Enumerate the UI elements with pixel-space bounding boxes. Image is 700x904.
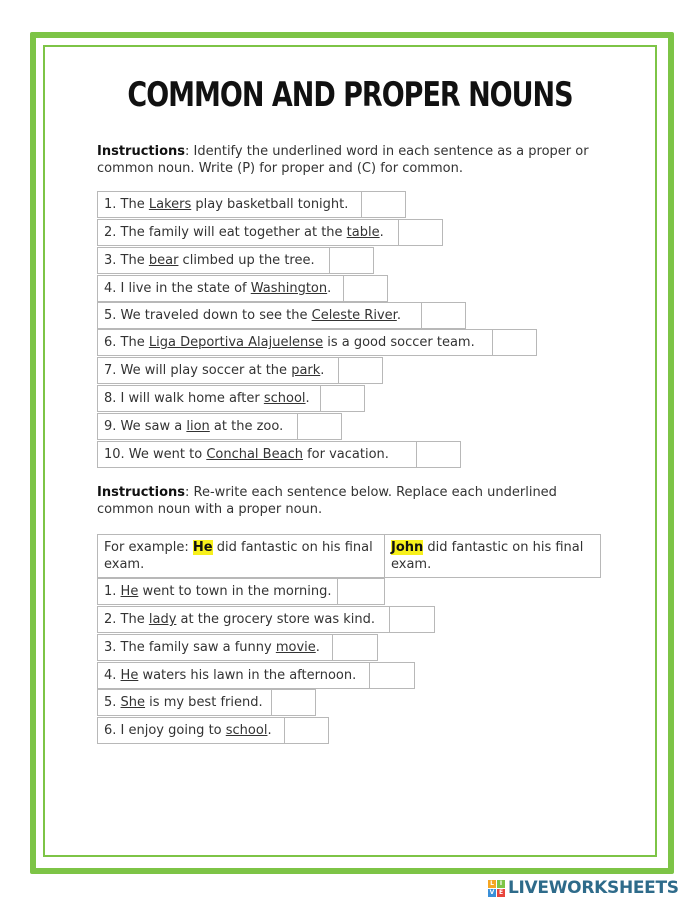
underlined-noun: school: [225, 723, 268, 738]
table-row: [97, 247, 374, 274]
instructions-label: Instructions: [97, 144, 186, 159]
example-rewritten: John did fantastic on his final exam.: [385, 534, 601, 578]
table-row: [97, 275, 388, 302]
sentence-cell: 4. I live in the state of Washington.: [97, 275, 344, 302]
answer-input[interactable]: [330, 247, 374, 274]
table-row: [97, 578, 385, 605]
underlined-noun: lady: [148, 612, 177, 627]
underlined-noun: She: [120, 695, 146, 710]
section1-instructions: [97, 143, 597, 177]
example-row: [97, 534, 601, 578]
highlighted-word: John: [391, 540, 424, 555]
table-row: [97, 385, 365, 412]
underlined-noun: bear: [148, 253, 179, 268]
section2-instructions: [97, 484, 597, 518]
table-row: [97, 606, 435, 633]
underlined-noun: Washington: [250, 281, 328, 296]
underlined-noun: movie: [275, 640, 316, 655]
answer-input[interactable]: [333, 634, 378, 661]
table-row: [97, 634, 378, 661]
logo-text: LIVEWORKSHEETS: [508, 878, 679, 898]
answer-input[interactable]: [338, 578, 385, 605]
answer-input[interactable]: [399, 219, 443, 246]
table-row: [97, 329, 537, 356]
sentence-cell: 4. He waters his lawn in the afternoon.: [97, 662, 370, 689]
liveworksheets-logo[interactable]: [488, 878, 679, 898]
worksheet-title: COMMON AND PROPER NOUNS: [127, 76, 573, 115]
table-row: [97, 357, 383, 384]
table-row: [97, 441, 461, 468]
table-row: [97, 717, 329, 744]
answer-input[interactable]: [493, 329, 537, 356]
answer-input[interactable]: [417, 441, 461, 468]
table-row: [97, 191, 406, 218]
underlined-noun: He: [120, 668, 139, 683]
answer-input[interactable]: [272, 689, 316, 716]
sentence-cell: 8. I will walk home after school.: [97, 385, 321, 412]
underlined-noun: Conchal Beach: [206, 447, 303, 462]
underlined-noun: table: [346, 225, 380, 240]
answer-input[interactable]: [344, 275, 388, 302]
underlined-noun: He: [120, 584, 139, 599]
underlined-noun: Celeste River: [311, 308, 397, 323]
answer-input[interactable]: [422, 302, 466, 329]
sentence-cell: 2. The lady at the grocery store was kind.: [97, 606, 390, 633]
answer-input[interactable]: [370, 662, 415, 689]
answer-input[interactable]: [390, 606, 435, 633]
example-original: For example: He did fantastic on his final exam.: [97, 534, 385, 578]
sentence-cell: 1. The Lakers play basketball tonight.: [97, 191, 362, 218]
answer-input[interactable]: [298, 413, 342, 440]
table-row: [97, 219, 443, 246]
answer-input[interactable]: [321, 385, 365, 412]
instructions-label: Instructions: [97, 485, 186, 500]
sentence-cell: 9. We saw a lion at the zoo.: [97, 413, 298, 440]
instructions-text: : Re-write each sentence below. Replace each underlined common noun with a proper noun.: [97, 485, 557, 517]
highlighted-word: He: [192, 540, 213, 555]
underlined-noun: Lakers: [148, 197, 192, 212]
sentence-cell: 10. We went to Conchal Beach for vacation.: [97, 441, 417, 468]
answer-input[interactable]: [285, 717, 329, 744]
underlined-noun: park: [291, 363, 321, 378]
logo-grid-icon: L I V E: [489, 879, 504, 896]
sentence-cell: 5. She is my best friend.: [97, 689, 272, 716]
table-row: [97, 302, 466, 329]
sentence-cell: 3. The family saw a funny movie.: [97, 634, 333, 661]
sentence-cell: 3. The bear climbed up the tree.: [97, 247, 330, 274]
answer-input[interactable]: [362, 191, 406, 218]
underlined-noun: Liga Deportiva Alajuelense: [148, 335, 324, 350]
sentence-cell: 6. I enjoy going to school.: [97, 717, 285, 744]
sentence-cell: 7. We will play soccer at the park.: [97, 357, 339, 384]
answer-input[interactable]: [339, 357, 383, 384]
underlined-noun: school: [263, 391, 306, 406]
sentence-cell: 1. He went to town in the morning.: [97, 578, 338, 605]
sentence-cell: 5. We traveled down to see the Celeste River.: [97, 302, 422, 329]
sentence-cell: 2. The family will eat together at the table.: [97, 219, 399, 246]
table-row: [97, 689, 316, 716]
sentence-cell: 6. The Liga Deportiva Alajuelense is a good soccer team.: [97, 329, 493, 356]
underlined-noun: lion: [186, 419, 210, 434]
instructions-text: : Identify the underlined word in each sentence as a proper or common noun. Write (P) for proper and (C) for common.: [97, 144, 589, 176]
table-row: [97, 662, 415, 689]
table-row: [97, 413, 342, 440]
